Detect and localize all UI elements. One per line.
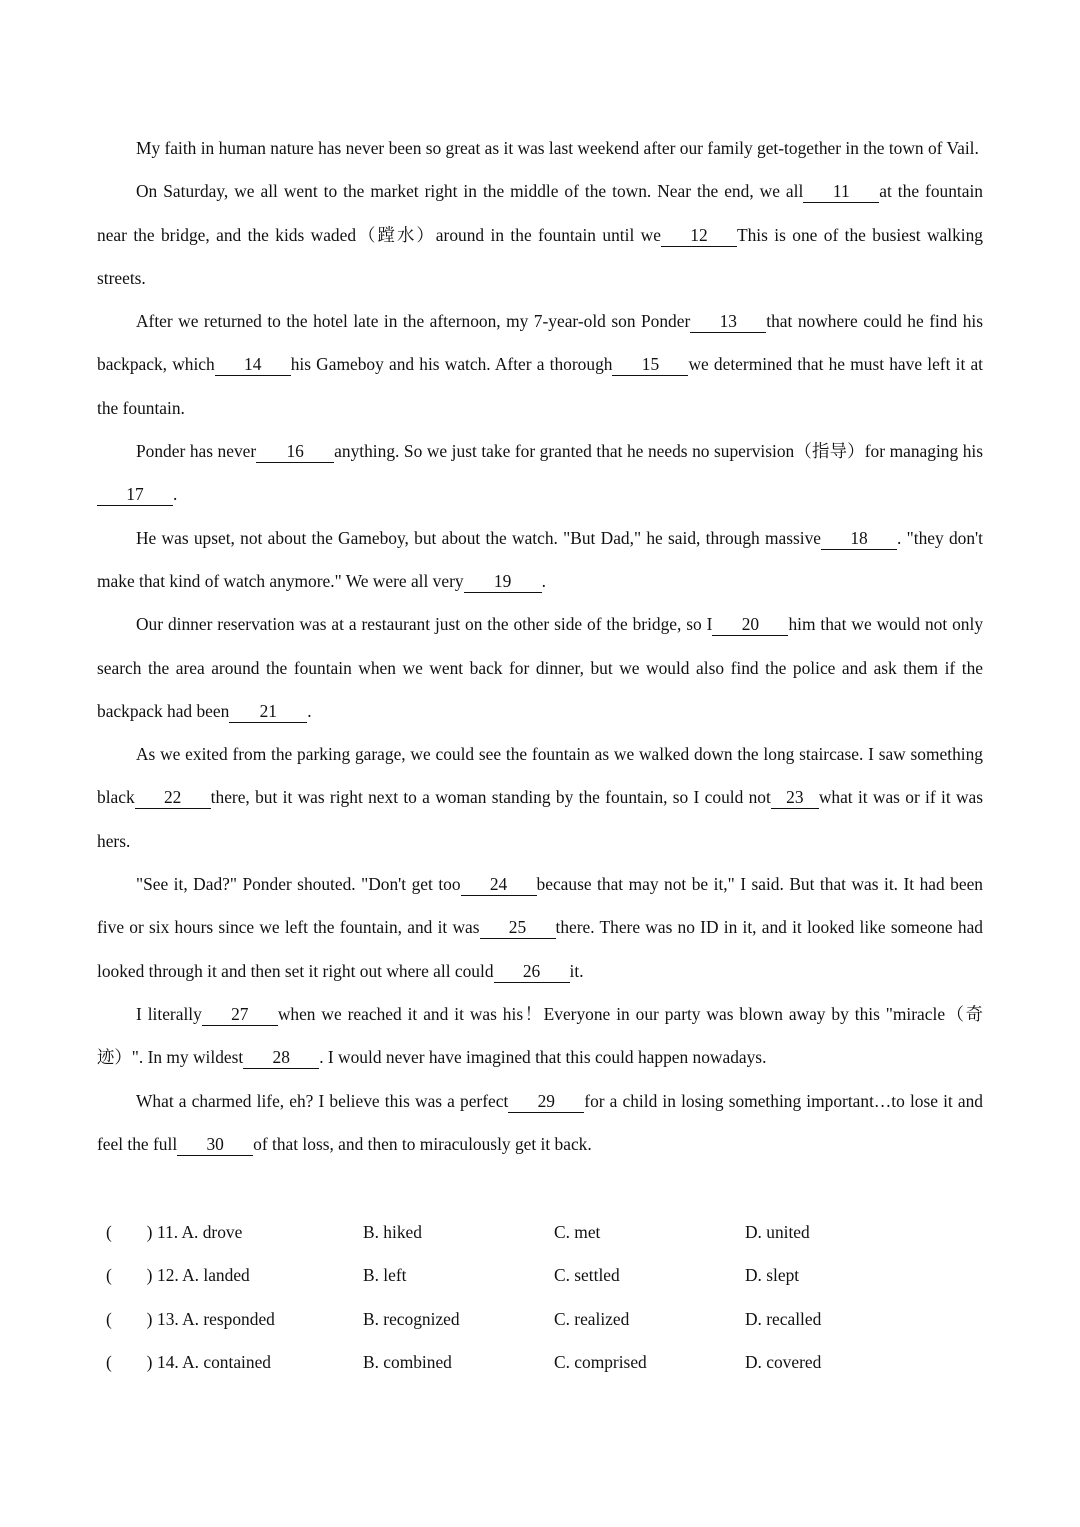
- blank-14[interactable]: 14: [215, 353, 291, 376]
- passage-text: After we returned to the hotel late in the afternoon, my 7-year-old son Ponder: [136, 311, 691, 332]
- option-b: B. left: [363, 1265, 407, 1286]
- passage-text: What a charmed life, eh? I believe this was a perfect: [136, 1090, 509, 1111]
- answer-parentheses[interactable]: ( ): [106, 1351, 153, 1372]
- question-row: [97, 1341, 983, 1384]
- option-b: B. hiked: [363, 1222, 422, 1242]
- passage-text: This is one of the busiest walking streets.: [97, 224, 983, 288]
- passage-text: . I would never have imagined that this could happen nowadays.: [319, 1047, 767, 1068]
- question-row: [97, 1254, 983, 1297]
- passage-text: I literally: [136, 1003, 202, 1024]
- passage-text: for a child in losing something important…to lose it and feel the full: [97, 1090, 983, 1154]
- passage-text: Our dinner reservation was at a restaurant just on the other side of the bridge, so I: [136, 614, 713, 635]
- blank-25[interactable]: 25: [480, 916, 556, 939]
- passage-text: because that may not be it," I said. But that was it. It had been five or six hours since we left the fountain, and it was: [97, 874, 983, 938]
- option-d: D. covered: [745, 1351, 822, 1372]
- passage-text: "See it, Dad?" Ponder shouted. "Don't get too: [136, 874, 461, 895]
- blank-27[interactable]: 27: [202, 1003, 278, 1026]
- blank-29[interactable]: 29: [508, 1090, 584, 1113]
- option-c: C. met: [554, 1222, 601, 1242]
- passage-text: there, but it was right next to a woman standing by the fountain, so I could not: [210, 787, 771, 808]
- blank-12[interactable]: 12: [661, 224, 737, 247]
- option-c: C. settled: [554, 1265, 620, 1286]
- blank-24[interactable]: 24: [461, 873, 537, 896]
- option-a: 11. A. drove: [157, 1222, 243, 1242]
- passage-paragraph: [97, 603, 983, 733]
- passage-paragraph: [97, 1080, 983, 1167]
- passage-paragraph: [97, 733, 983, 863]
- passage-text: anything. So we just take for granted that he needs no supervision（指导）for managing his: [334, 441, 984, 462]
- passage-text: . "they don't make that kind of watch anymore." We were all very: [97, 527, 983, 591]
- option-b: B. combined: [363, 1351, 452, 1372]
- answer-parentheses[interactable]: ( ): [106, 1308, 153, 1329]
- answer-parentheses[interactable]: ( ): [106, 1265, 153, 1286]
- blank-22[interactable]: 22: [135, 786, 211, 809]
- blank-18[interactable]: 18: [821, 527, 897, 550]
- blank-17[interactable]: 17: [97, 483, 173, 506]
- passage-text: we determined that he must have left it at the fountain.: [97, 354, 984, 418]
- blank-30[interactable]: 30: [177, 1133, 253, 1156]
- answer-parentheses[interactable]: ( ): [106, 1222, 153, 1242]
- passage-text: As we exited from the parking garage, we could see the fountain as we walked down the long staircase. I saw something black: [97, 744, 983, 808]
- passage-text: He was upset, not about the Gameboy, but about the watch. "But Dad," he said, through massive: [136, 527, 822, 548]
- option-a: 12. A. landed: [157, 1265, 250, 1286]
- passage-text: .: [173, 484, 178, 505]
- passage-text: at the fountain near the bridge, and the kids waded（蹚水）around in the fountain until we: [97, 181, 983, 245]
- blank-13[interactable]: 13: [690, 310, 766, 333]
- passage-text: .: [307, 700, 312, 721]
- option-c: C. realized: [554, 1308, 630, 1329]
- passage-paragraph: [97, 170, 983, 300]
- question-row: [97, 1211, 983, 1254]
- blank-11[interactable]: 11: [803, 180, 879, 203]
- passage-paragraph: [97, 517, 983, 604]
- passage-text: his Gameboy and his watch. After a thorough: [290, 354, 613, 375]
- blank-19[interactable]: 19: [464, 570, 542, 593]
- passage-paragraph: [97, 300, 983, 430]
- passage-paragraph: [97, 863, 983, 993]
- passage: [97, 127, 983, 1166]
- passage-text: On Saturday, we all went to the market right in the middle of the town. Near the end, we all: [136, 181, 804, 202]
- option-a: 14. A. contained: [157, 1351, 271, 1372]
- option-d: D. slept: [745, 1265, 800, 1286]
- passage-text: My faith in human nature has never been so great as it was last weekend after our family get-together in the town of Vail.: [136, 138, 979, 158]
- passage-text: Ponder has never: [136, 441, 257, 462]
- blank-28[interactable]: 28: [243, 1046, 319, 1069]
- passage-text: there. There was no ID in it, and it looked like someone had looked through it and then set it right out where all could: [97, 917, 983, 981]
- option-c: C. comprised: [554, 1351, 647, 1372]
- passage-text: what it was or if it was hers.: [97, 787, 983, 851]
- blank-21[interactable]: 21: [229, 700, 307, 723]
- blank-20[interactable]: 20: [712, 613, 788, 636]
- blank-26[interactable]: 26: [494, 960, 570, 983]
- passage-text: when we reached it and it was his！Everyone in our party was blown away by this "miracle（奇迹）". In my wildest: [97, 1003, 983, 1068]
- question-options: [97, 1211, 983, 1384]
- passage-paragraph: [97, 127, 983, 170]
- passage-text: .: [541, 570, 546, 591]
- blank-15[interactable]: 15: [612, 353, 688, 376]
- passage-text: that nowhere could he find his backpack, which: [97, 311, 983, 375]
- blank-23[interactable]: 23: [771, 786, 819, 809]
- passage-text: of that loss, and then to miraculously get it back.: [253, 1133, 592, 1154]
- passage-text: him that we would not only search the area around the fountain when we went back for dinner, but we would also find the police and ask them if the backpack had been: [97, 614, 984, 721]
- option-d: D. recalled: [745, 1308, 822, 1329]
- question-row: [97, 1298, 983, 1341]
- option-b: B. recognized: [363, 1308, 460, 1329]
- option-d: D. united: [745, 1222, 810, 1242]
- passage-paragraph: [97, 993, 983, 1080]
- blank-16[interactable]: 16: [256, 440, 334, 463]
- passage-text: it.: [569, 960, 584, 981]
- option-a: 13. A. responded: [157, 1308, 275, 1329]
- passage-paragraph: [97, 430, 983, 517]
